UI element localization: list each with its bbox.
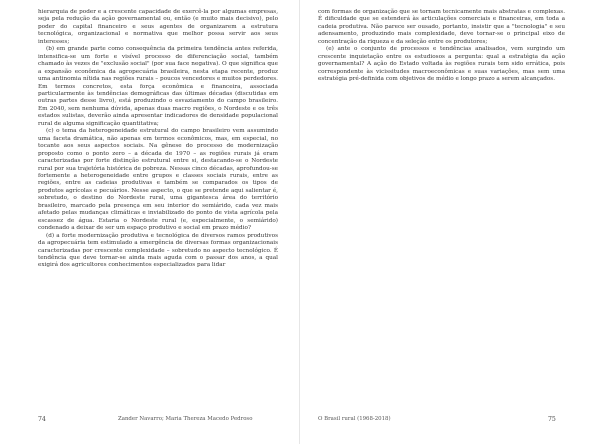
paragraph-e-government-strategy: (e) ante o conjunto de processos e tendências analisados, vem surgindo um crescente inquietação entre os estudiosos a pergunta: qual a estratégia da ação governamental? A ação do Estado voltada às regiões rurais tem sido errática, pois correspondente às vicissitudes macroeconômicas e suas variações, mas sem uma estratégia pré-definida com objetivos de médio e longo prazo a serem alcançados. bbox=[318, 46, 565, 83]
paragraph-hierarchy: hierarquia de poder e a crescente capacidade de exercê-la por algumas empresas, seja pela redução da ação governamental ou, então (e muito mais decisivo), pelo poder do capital financeiro e seus agentes de organizarem a estrutura tecnológica, organizacional e normativa que melhor possa servir aos seus interesses; bbox=[38, 9, 278, 45]
paragraph-b-social-differentiation: (b) em grande parte como consequência da primeira tendência antes referida, intensifica-se um forte e visível processo de diferenciação social, também chamado às vezes de "exclusão social" (por sua face negativa). O que significa que a expansão econômica da agropecuária brasileira, nesta etapa recente, produz uma antinomia nítida nas regiões rurais – poucos vencedores e muitos perdedores. Em termos concretos, esta força econômica e financeira, associada particularmente às tendências demográficas das últimas décadas (discutidas em outras partes desse livro), está produzindo o esvaziamento do campo brasileiro. Em 2040, sem nenhuma dúvida, apenas duas macro regiões, o Nordeste e os três estados sulistas, deverão ainda apresentar indicadores de densidade populacional rural de alguma significação quantitativa; bbox=[38, 46, 278, 127]
paragraph-c-structural-heterogeneity: (c) o tema da heterogeneidade estrutural do campo brasileiro vem assumindo uma faceta dramática, não apenas em termos econômicos, mas, em especial, no tocante aos seus aspectos sociais. Na gênese do processo de modernização proposto como o ponto zero – a década de 1970 – as regiões rurais já eram caracterizadas por forte distinção estrutural entre si, destacando-se o Nordeste rural por sua trajetória histórica de pobreza. Nessas cinco décadas, aprofundou-se fortemente a heterogeneidade entre grupos e classes sociais rurais, entre as regiões, entre as cadeias produtivas e também se comparados os tipos de produtos agrícolas e pecuários. Nesse aspecto, o que se pretende aqui salientar é, sobretudo, o destino do Nordeste rural, uma gigantesca área do território brasileiro, marcado pela presença em seu interior do semiárido, cada vez mais afetado pelas mudanças climáticas e inviabilizado do ponto de vista agrícola pela escassez de água. Estaria o Nordeste rural (e, especialmente, o semiárido) condenado a deixar de ser um espaço produtivo e social em prazo médio? bbox=[38, 128, 278, 232]
running-head-authors: Zander Navarro; Maria Thereza Macedo Pedroso bbox=[118, 416, 253, 422]
paragraph-organization-forms: com formas de organização que se tornam tecnicamente mais abstratas e complexas. É dificuldade que se estenderá às articulações comerciais e financeiras, em toda a cadeia produtiva. Não parece ser ousado, portanto, insistir que a "tecnologia" e seu adensamento, produzindo mais complexidade, deve tornar-se o principal eixo de concentração da riqueza e da seleção entre os produtores; bbox=[318, 9, 565, 45]
page-number-left: 74 bbox=[38, 416, 46, 423]
running-head-title: O Brasil rural (1968-2018) bbox=[318, 416, 391, 422]
paragraph-d-productive-modernization: (d) a forte modernização produtiva e tecnológica de diversos ramos produtivos da agropecuária tem estimulado a emergência de diversas formas organizacionais caracterizadas por crescente complexidade – sobretudo no aspecto tecnológico. É tendência que deve tornar-se ainda mais aguda com o passar dos anos, a qual exigirá dos agricultores conhecimentos especializados para lidar bbox=[38, 232, 278, 269]
right-page bbox=[300, 0, 600, 444]
right-page-body bbox=[318, 9, 565, 84]
page-number-right: 75 bbox=[548, 416, 556, 423]
left-page-body bbox=[38, 9, 278, 270]
